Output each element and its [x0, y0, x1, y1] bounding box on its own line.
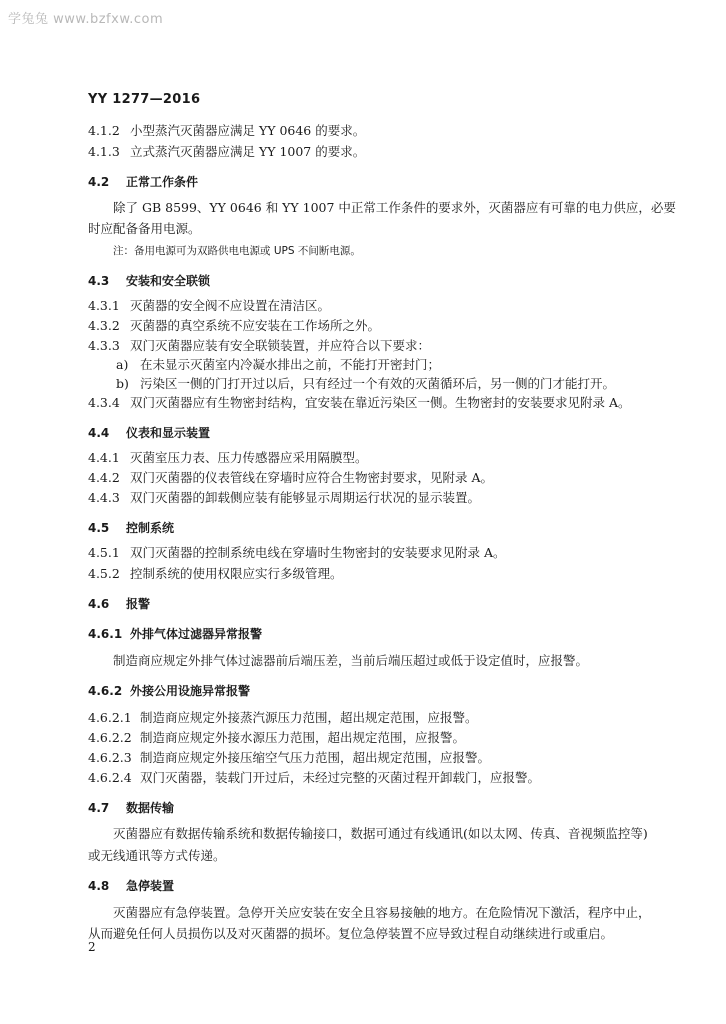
subsection-heading-4-6-2: 4.6.2 外接公用设施异常报警: [88, 684, 251, 698]
clause-4-1-3: 4.1.3 立式蒸汽灭菌器应满足 YY 1007 的要求。: [88, 144, 366, 159]
section-heading-4-8: 4.8 急停装置: [88, 879, 175, 893]
clause-4-6-2-3: 4.6.2.3 制造商应规定外接压缩空气压力范围，超出规定范围，应报警。: [88, 750, 491, 765]
paragraph-4-2-line-2: 时应配备备用电源。: [88, 221, 201, 236]
clause-4-3-4: 4.3.4 双门灭菌器应有生物密封结构，宜安装在靠近污染区一侧。生物密封的安装要求见附录 A。: [88, 395, 631, 410]
clause-4-3-1: 4.3.1 灭菌器的安全阀不应设置在清洁区。: [88, 298, 331, 313]
clause-4-5-1: 4.5.1 双门灭菌器的控制系统电线在穿墙时生物密封的安装要求见附录 A。: [88, 545, 506, 560]
paragraph-4-6-1: 制造商应规定外排气体过滤器前后端压差，当前后端压超过或低于设定值时，应报警。: [113, 653, 589, 668]
paragraph-4-8-line-2: 从而避免任何人员损伤以及对灭菌器的损坏。复位急停装置不应导致过程自动继续进行或重启。: [88, 926, 614, 941]
list-item-a: a) 在未显示灭菌室内冷凝水排出之前，不能打开密封门；: [116, 357, 441, 372]
section-heading-4-2: 4.2 正常工作条件: [88, 175, 199, 189]
clause-4-4-2: 4.4.2 双门灭菌器的仪表管线在穿墙时应符合生物密封要求，见附录 A。: [88, 470, 494, 485]
paragraph-4-7-line-1: 灭菌器应有数据传输系统和数据传输接口，数据可通过有线通讯(如以太网、传真、音视频监控等): [113, 826, 648, 841]
clause-4-6-2-2: 4.6.2.2 制造商应规定外接水源压力范围，超出规定范围，应报警。: [88, 730, 466, 745]
note-4-2: 注：备用电源可为双路供电电源或 UPS 不间断电源。: [113, 245, 361, 257]
clause-4-4-1: 4.4.1 灭菌室压力表、压力传感器应采用隔膜型。: [88, 450, 368, 465]
watermark: 学兔兔 www.bzfxw.com: [8, 12, 164, 27]
section-heading-4-3: 4.3 安装和安全联锁: [88, 274, 211, 288]
clause-4-6-2-1: 4.6.2.1 制造商应规定外接蒸汽源压力范围，超出规定范围，应报警。: [88, 710, 478, 725]
clause-4-3-3: 4.3.3 双门灭菌器应装有安全联锁装置，并应符合以下要求：: [88, 338, 431, 353]
page-number: 2: [88, 940, 96, 954]
clause-4-5-2: 4.5.2 控制系统的使用权限应实行多级管理。: [88, 566, 343, 581]
section-heading-4-4: 4.4 仪表和显示装置: [88, 426, 211, 440]
clause-4-4-3: 4.4.3 双门灭菌器的卸载侧应装有能够显示周期运行状况的显示装置。: [88, 490, 481, 505]
paragraph-4-8-line-1: 灭菌器应有急停装置。急停开关应安装在安全且容易接触的地方。在危险情况下激活，程序中止，: [113, 905, 651, 920]
paragraph-4-7-line-2: 或无线通讯等方式传递。: [88, 848, 226, 863]
section-heading-4-7: 4.7 数据传输: [88, 801, 175, 815]
clause-4-3-2: 4.3.2 灭菌器的真空系统不应安装在工作场所之外。: [88, 318, 381, 333]
section-heading-4-6: 4.6 报警: [88, 597, 151, 611]
document-code: YY 1277—2016: [88, 92, 201, 107]
section-heading-4-5: 4.5 控制系统: [88, 521, 175, 535]
clause-4-1-2: 4.1.2 小型蒸汽灭菌器应满足 YY 0646 的要求。: [88, 123, 366, 138]
clause-4-6-2-4: 4.6.2.4 双门灭菌器，装载门开过后，未经过完整的灭菌过程开卸载门，应报警。: [88, 770, 541, 785]
list-item-b: b) 污染区一侧的门打开过以后，只有经过一个有效的灭菌循环后，另一侧的门才能打开。: [116, 376, 616, 391]
paragraph-4-2-line-1: 除了 GB 8599、YY 0646 和 YY 1007 中正常工作条件的要求外，灭菌器应有可靠的电力供应，必要: [113, 200, 676, 215]
subsection-heading-4-6-1: 4.6.1 外排气体过滤器异常报警: [88, 627, 263, 641]
